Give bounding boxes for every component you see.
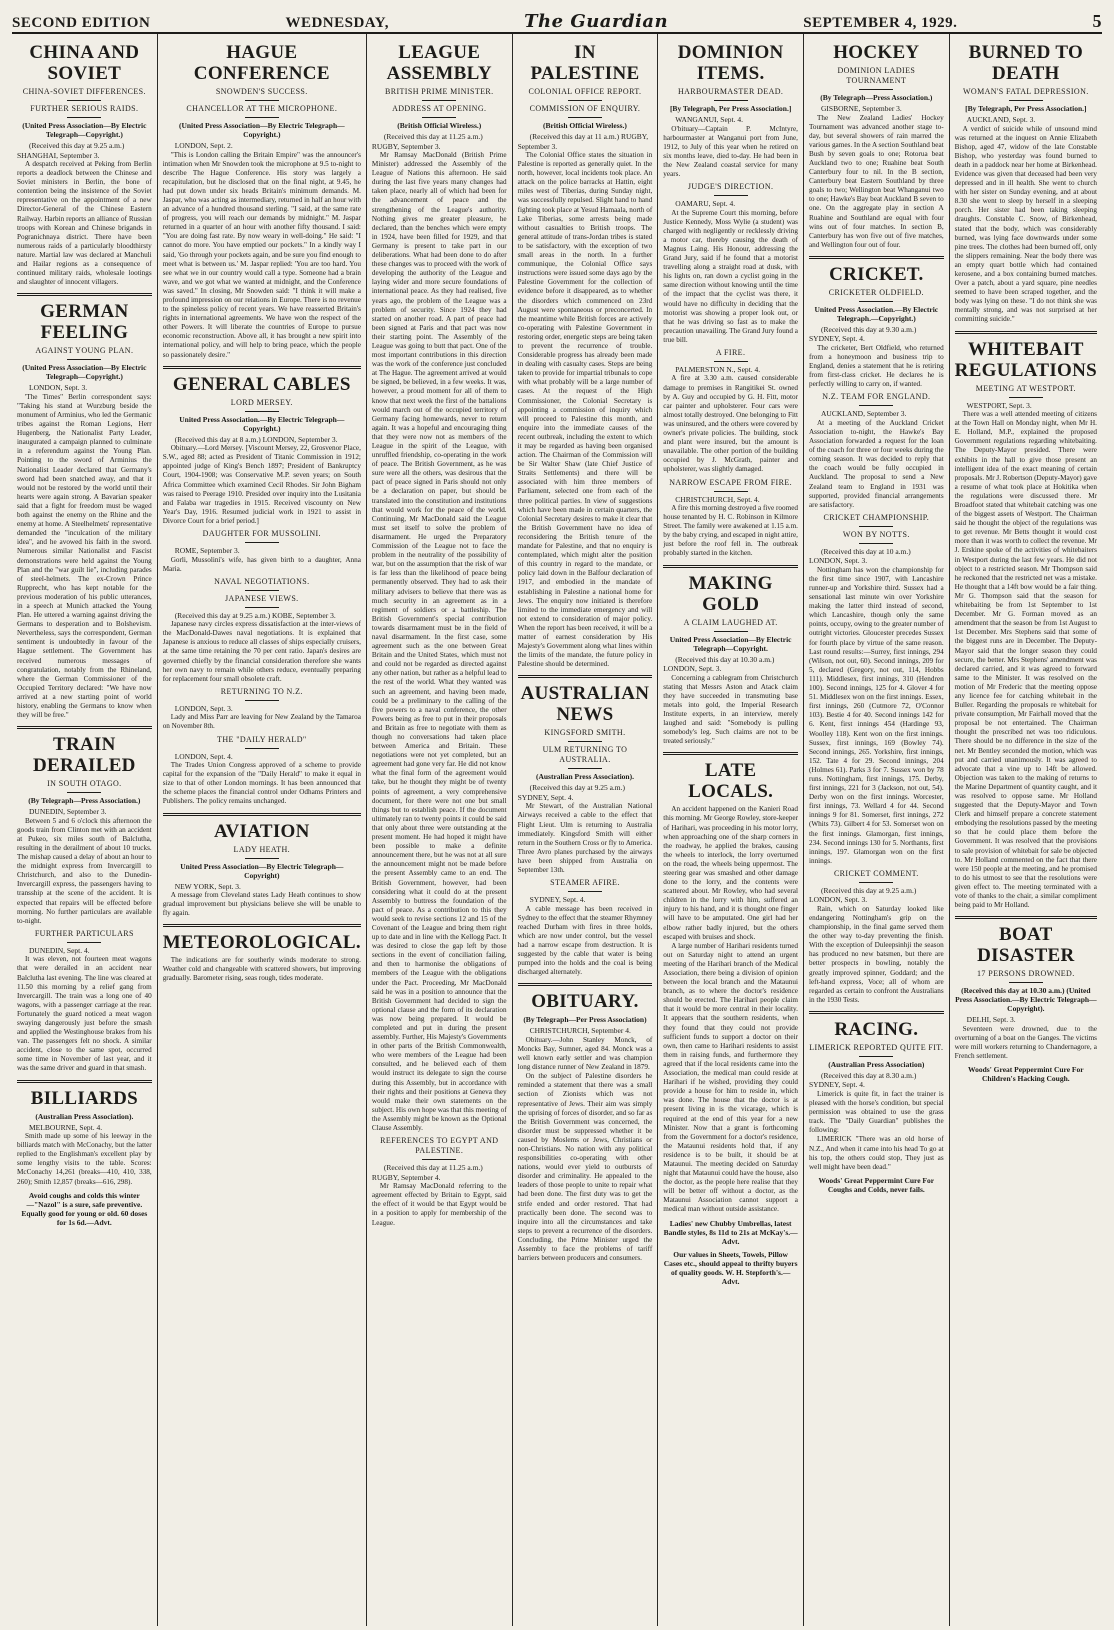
dateline: WANGANUI, Sept. 4. [675, 115, 743, 124]
article-body: On the subject of Palestine disorders he reminded a statement that there was a small section of Zionists which was not representative of Jews. Their aim was simply the uprising of forces of disorder, and so far as the British Government was concerned, the disorder must be suppressed whether it be caused by Moslems or Jews, Christians or non-Christians. No nation with any political responsibilities co-operating with other nations, would ever yield to outbursts of disorder and criminality. He appealed to the leaders of those people to unite to repair what had been done. The first duty was to get the strife ended and order restored. That had practically been done. The second was to inquire into all the circumstances and take steps to prevent a recurrence of the disorders. Concluding, the Prime Minister urged the Assembly to face the problems of tariff barriers between producers and consumers. [517, 1072, 653, 1263]
article-body: Mr Stewart, of the Australian National Airways received a cable to the effect that Flight Lieut. Ulm is returning to Australia immediately. Kingsford Smith will either return in the Southern Cross or fly to America. Three Avro planes purchased by the airways have been shipped from Australia on September 13th. [517, 802, 653, 874]
subhead: WON BY NOTTS. [809, 530, 944, 544]
article-body: The Colonial Office states the situation in Palestine is reported as generally quiet. In the north, however, local incidents took place. An attack on the police barracks at Hattin, eight miles west of Tiberias, during Sunday night, was successfully repulsed. Slight hand to hand fighting took place at Yesud Hamaala, north of Lake Tiberias, some arrests being made without casualties to British troops. The general attitude of trans-Jordan tribes is stated to be satisfactory, with the exception of two small areas in the north. In a further communique, the Colonial Office says instructions were issued some days ago by the Palestine Government for the collection of evidence before it disappeared, as to whether the disorders which commenced on 23rd August were spontaneous or preconcerted. In the meantime while British forces are actively co-operating with Palestine Government in restoring order, energetic steps are being taken to prevent the recurrence of trouble. Considerable progress has already been made in dealing with casualty cases. Steps are being taken to provide for impartial tribunals to cope with what probably will be a large number of cases. At the request of the High Commissioner, the Colonial Secretary is appointing a commission of inquiry which will proceed to Palestine this month, and enquire into the immediate causes of the recent outbreak, including the extent to which it may be regarded as having been organised action. The Chairman of the Commission will be Sir Walter Shaw (late Chief Justice of Straits Settlements) and there will be associated with him three members of Parliament, selected one from each of the three political parties. In view of suggestions which have been made in certain quarters, the Colonial Secretary desires to make it clear that the British Government have no idea of reconsidering the British tenure of the mandate for Palestine, and that no enquiry is contemplated, which might alter the position of this country in regard to the mandate, or policy laid down in the Balfour declaration of 1917, and embodied in the mandate of establishing in Palestine a national home for Jews. The enquiry now initiated is therefore limited to the immediate emergency and will not extend to consideration of major policy. When the report has been received, it will be a matter of earnest consideration by His Majesty's Government along what lines within the limits of the mandate, the future policy in Palestine should be determined. [517, 151, 653, 669]
headline: IN PALESTINE [530, 42, 640, 84]
credit-line: United Press Association—By Electric Telegraph—Copyright. [669, 634, 792, 653]
credit-line: (By Telegraph—Press Association.) [820, 93, 933, 102]
article-body: Nottingham has won the championship for the first time since 1907, with Lancashire runner-up and Yorkshire third. Sussex had a sensational last minute win over Yorkshire making the latter third instead of second, which Lancashire, though only the same points, occupy, owing to the greater number of outright victories. Gloucester precedes Sussex for fourth place by virtue of the same reason. Last round results:—Surrey, first innings, 294 (Wilson, not out, 60). Second innings, 209 for 5, declared (Gregory, not out, 114, Hobbs 111). Middlesex, first innings, 310 (Hendren 100). Second innings, 125 for 4. Glover 4 for 51. Middlesex won on the first innings. Essex, first innings, 260 (Cutmore 72, O'Connor 103). Bestie 4 for 40. Second innings 142 for 6. Kent, first innings 454 (Hardinge 93, Woolley 118). Kent won on the first innings. Sussex, first innings, 169 (Bowley 74). Second innings, 265. Yorkshire, first innings, 152. Tate 4 for 29. Second innings, 204 (Holmes 61). Parks 3 for 7. Sussex won by 78 runs. Nottingham, first innings, 175. Derby, first innings, 221 for 3 (Jackson, not out, 54). Derby won on the first innings. Worcester, first innings, 73. Wellard 4 for 44. Second innings 9 for 81. Somerset, first innings, 272 (Whits 73). Gilbert 4 for 53. Somerset won on the first innings. Glamorgan, first innings, 234. Second innings 130 for 5. Northants, first innings, 197. Glamorgan won on the first innings. [808, 565, 944, 865]
paper-title: The Guardian [524, 11, 669, 32]
subhead: LORD MERSEY. [163, 398, 361, 412]
article-body: Limerick is quite fit, in fact the trainer is pleased with the horse's condition, but special permission was obtained to use the grass track. The "Daily Guardian" publishes the following: [808, 1089, 944, 1135]
subhead: A CLAIM LAUGHED AT. [663, 618, 798, 632]
credit-line: (Australian Press Association) [828, 1059, 925, 1069]
headline: AUSTRALIAN NEWS [518, 675, 653, 725]
credit-line: (Australian Press Association). [535, 772, 634, 782]
dateline: LONDON, Sept. 2. [174, 141, 233, 150]
dateline: MELBOURNE, Sept. 4. [29, 1122, 103, 1132]
column-3 [367, 34, 513, 1626]
dateline: (Received this day at 10 a.m.) LONDON, Sept. 3. [808, 546, 911, 566]
subhead: NAVAL NEGOTIATIONS. [163, 577, 361, 591]
dateline: AUCKLAND, September 3. [820, 409, 907, 419]
article-body: Mr Ramsay MacDonald referring to the agreement effected by Britain to Egypt, said the effect of it would be that Egypt would be in a position to apply for membership of the League. [371, 1182, 507, 1227]
subhead: FURTHER PARTICULARS [17, 929, 152, 943]
subhead: LIMERICK REPORTED QUITE FIT. [809, 1043, 944, 1057]
headline: BOAT DISASTER [955, 916, 1097, 966]
article-body: Gorli, Mussolini's wife, has given birth to a daughter, Anna Maria. [162, 555, 361, 573]
article-body: The cricketer, Bert Oldfield, who returned from a honeymoon and business trip to England, denies a statement that he is retiring from first-class cricket. He declares he is perfectly willing to carry on, if wanted. [808, 343, 944, 389]
headline: DOMINION ITEMS. [677, 42, 784, 84]
column-5 [658, 34, 804, 1626]
column-7 [950, 34, 1102, 1626]
masthead [12, 6, 1102, 34]
dateline: SYDNEY, Sept. 4. [529, 895, 586, 905]
edition-label: SECOND EDITION [12, 15, 151, 31]
credit-line: (By Telegraph—Per Press Association) [523, 1015, 647, 1025]
credit-line: United Press Association.—By Electric Telegraph—Copyright.) [179, 414, 345, 433]
dateline: AUCKLAND, Sept. 3. [966, 115, 1036, 124]
subhead: 17 PERSONS DROWNED. [955, 969, 1097, 983]
subhead: A FIRE. [663, 348, 798, 362]
subhead: ADDRESS AT OPENING. [372, 104, 507, 118]
subhead: N.Z. TEAM FOR ENGLAND. [809, 392, 944, 406]
headline: HAGUE CONFERENCE [193, 42, 330, 84]
credit-line: United Press Association—By Electric Telegraph—Copyright) [180, 861, 344, 880]
headline: BURNED TO DEATH [968, 42, 1084, 84]
article-body: Smith made up some of his leeway in the billiards match with McConachy, but the latter replied to the Englishman's excellent play by some lengthy visits to the table. Scores: McConachy 14,261 (breaks—410, 410, 338, 260); Smith 12,857 (breaks—616, 298). [17, 1132, 152, 1186]
dateline: DUNEDIN, September 3. [29, 807, 107, 817]
subhead: AGAINST YOUNG PLAN. [17, 346, 152, 360]
article-body: Between 5 and 6 o'clock this afternoon the goods train from Clinton met with an accident at Pukeo, six miles south of Balclutha, resulting in the derailment of about 10 trucks. The mishap caused a delay of about an hour to the midnight express from Invercargill to Christchurch, and also to the Dunedin-Invercargill express, the passengers having to transship at the scene of the accident. It is expected that repairs will be effected before morning. No further particulars are available to-night. [17, 816, 152, 925]
columns [12, 34, 1102, 1626]
credit-line: (United Press Association—By Electric Telegraph—Copyright.) [22, 121, 147, 139]
credit-line: [By Telegraph, Per Press Association.] [669, 104, 792, 113]
dateline: NEW YORK, Sept. 3. [174, 881, 241, 891]
dateline: (Received this day at 9.25 a.m.) LONDON, Sept. 3. [808, 885, 917, 905]
headline: LATE LOCALS. [663, 752, 798, 802]
subhead: FURTHER SERIOUS RAIDS. [17, 104, 152, 118]
article-body: Japanese navy circles express dissatisfaction at the inter-views of the MacDonald-Dawes naval negotiations. It is explained that Japanese is anxious to reduce all classes of ships especially cruisers, at the same time retaining the 70 per cent ratio. Japan's desires are governed chiefly by the financial consideration therefore she wants her own navy to remain while others reduce, eventually preparing for replacement four small obsolete craft. [162, 620, 361, 683]
subhead: LADY HEATH. [163, 845, 361, 859]
credit-line: [By Telegraph, Per Press Association.] [965, 104, 1087, 113]
dateline: ROME, September 3. [174, 546, 240, 555]
article-body: LIMERICK "There was an old horse of N.Z., And when it came into his head To go at his top, the others could stop, They just as well might have been dead." [808, 1135, 944, 1171]
dateline: (Received this day at 9.25 a.m.) SHANGHAI, September 3. [17, 141, 125, 160]
weekday-label: WEDNESDAY, [285, 15, 389, 31]
dateline: (Received this day at 9.30 a.m.) SYDNEY, Sept. 4. [808, 324, 917, 344]
article-body: Lady and Miss Parr are leaving for New Zealand by the Tamaroa on November 8th. [162, 713, 361, 731]
credit-line: United Press Association.—By Electric Telegraph.—Copyright.) [814, 304, 939, 323]
dateline: LONDON, Sept. 4. [174, 751, 233, 761]
headline: BILLIARDS [17, 1080, 152, 1109]
dateline: (Received this day at 9.25 a.m.) KOBE, September 3. [174, 610, 336, 620]
column-1 [12, 34, 158, 1626]
article-body: An accident happened on the Kanieri Road this morning. Mr George Rowley, store-keeper of Harihari, was proceeding in his motor lorry, when approaching one of the sharp corners in the roadway, he applied the brakes, causing the wheels to interlock, the lorry overturned on the road, the wheels being uppermost. The steering gear was smashed and other damage done to the lorry, and the contents were scattered about. Mr Rowley, who had several children in the lorry with him, suffered an injury to his hand, and it is thought one finger will have to be amputated. One girl had her elbow rather badly injured, but the others escaped with bruises and shock. [663, 805, 798, 941]
subhead: HARBOURMASTER DEAD. [663, 87, 798, 101]
dateline: PALMERSTON N., Sept. 4. [675, 364, 761, 374]
article-body: A despatch received at Peking from Berlin reports a deadlock between the Chinese and Soviet ministers in Berlin, the bone of contention being the insistence of the Soviet representative on the appointment of a new Director-General of the Chinese Eastern Railway. Harbin reports an alliance of Russian troops with Korean and Chinese brigands in Pogranichnaya district. There have been numerous raids of a particularly bloodthirsty nature. Martial law was declared at Manchuli and Hailar regions as a consequence of continued military raids, wholesale lootings and slaughter of innocent villagers. [17, 160, 152, 287]
dateline: LONDON, Sept. 3. [29, 383, 88, 393]
credit-line: (United Press Association—By Electric Telegraph—Copyright.) [22, 363, 147, 382]
article-body: 'The Times'' Berlin correspondent says: "Taking his stand at Wurzburg beside the monument of Arminius, who led the Germanic tribes against the Roman Legions, Herr Hugenberg, the Nationalist Party Leader, inaugurated a campaign planned to culminate in a referendum against the Young Plan. Pointing to the sword of Arminius the Nationalist Leader declared that Germany's sword had been snatched away, and that it would not be restored by the world until their hearts were again strong. A Bavarian speaker said that a fight for freedom must be waged both against the enemy on the Rhine and the enemy at home. A Steelhelmets' representative demanded the "inculcation of the military idea", and he avowed his faith in the sword. Numerous similar Nationalist and Fascist demonstrations were held against the Young Plan and the "war guilt lie", including parades of steel-helmets. The ex-Crown Prince Rupprecht, who has kept notable for the previous moderation of his public utterances, in a speech at Munich attacked the Young Plan. He uttered a warning against driving the Germans to desperation and to Bolshevism. Nevertheless, says the correspondent, German sentiment is undoubtedly in favour of the Hague settlement. The Government has received numerous messages of congratulation, notably from the Rhineland, where the German Commissioner of the Occupied Territory declared: "We have now arrived at a new starting point of world history, enabling the Germans to know when they will be free." [17, 392, 152, 720]
headline: LEAGUE ASSEMBLY [386, 42, 492, 84]
dateline: (Received this day at 10.30 a.m.) LONDON, Sept. 3. [663, 654, 775, 674]
headline: HOCKEY [833, 42, 920, 63]
article-body: Seventeen were drowned, due to the overturning of a boat on the Ganges. The victims were mill workers returning to Chandernagore, a French settlement. [954, 1024, 1097, 1060]
subhead: IN SOUTH OTAGO. [17, 779, 152, 793]
subhead: REFERENCES TO EGYPT AND PALESTINE. [372, 1136, 507, 1160]
dateline: DUNEDIN, Sept. 4. [29, 945, 90, 955]
credit-line: (By Telegraph—Press Association.) [28, 796, 141, 806]
advertisement: Woods' Great Peppermint Cure For Coughs and Colds, never fails. [818, 1175, 935, 1194]
dateline: (Received this day at 11 a.m.) RUGBY, September 3. [517, 132, 649, 151]
headline: OBITUARY. [518, 983, 653, 1012]
credit-line: (Received this day at 10.30 a.m.) (United Press Association.—By Electric Telegraph—Copyright). [955, 986, 1097, 1014]
subhead: KINGSFORD SMITH. [518, 728, 653, 742]
subhead: STEAMER AFIRE. [518, 878, 653, 892]
article-body: At the Supreme Court this morning, before Justice Kennedy, Moss Wylie (a student) was charged with negligently or recklessly driving a motor car, thereby causing the death of Magnus Laing. His Honour, addressing the Grand Jury, said if he found that a motorist travelling along a straight road at dusk, with his lights on, ran down a cyclist going in the same direction without knowing until the time of the impact that the cyclist was there, it would have no difficulty in deciding that the motorist was showing a proper look out, or that he was driving so fast as to make the precaution unavailing. The Grand Jury found a true bill. [663, 208, 798, 344]
subhead: THE "DAILY HERALD" [163, 735, 361, 749]
article-body: Obituary.—Lord Mersey. [Viscount Mersey, 22, Grosvenor Place, S.W., aged 88; acted as President of Titanic Commission in 1912; appointed judge of King's Bench 1897; President of Bankruptcy Court, 1904-1908; was Conservative M.P. seven years; on South Africa Committee which examined Cecil Rhodes. Sir John Bigham was raised to Peerage 1910. Presided over inquiry into the Lusitania and Falaba war tragedies in 1915. Received viscounty on New Year's Day, 1916. Resumed judicial work in 1921 to assist in Divorce Court for a brief period.] [162, 444, 361, 525]
subhead: DAUGHTER FOR MUSSOLINI. [163, 529, 361, 543]
headline: RACING. [809, 1011, 944, 1040]
advertisement: Our values in Sheets, Towels, Pillow Cases etc., should appeal to thrifty buyers of quality goods. W. H. Stepforth's.—Advt. [663, 1249, 798, 1286]
article-body: There was a well attended meeting of citizens at the Town Hall on Monday night, when Mr H. E. Holland, M.P., explained the proposed Government regulations regarding whitebaiting. The Deputy-Mayor presided. There were exhibits in the hall to give those present an intelligent idea of the exact meaning of certain proposals. Mr J. Robertson (Deputy-Mayor) gave a resume of what took place at Hokitika when the regulations were discussed there. Mr Broadfoot stated that whitebait catching was one of the biggest assets of Westport. The Chairman said he thought the object of the regulations was to get revenue. Mr Betts thought it would cost more than it was worth to collect the revenue. Mr J. Erskine spoke of the activities of whitebaiters in Westport during the last few years. He did not object to a restricted season. Mr Thompson said he reckoned that the restricted net was a mistake. He thought that a 14ft bow would be a fair thing. Mr G. Thompson said that the season for whitebaiting be from 1st September to 1st December. Mr G. Forman moved as an amendment that the season be from 1st August to 1st December. Mrs Stephens said that some of the biggest runs are in December. The Deputy-Mayor said that the longer season they could secure, the better. Mrs Stephens' amendment was declared carried, and it was agreed to forward same to the Minister. It was resolved on the motion of Mr Frederic that the meeting oppose any licence fee for catching whitebait in the Buller. Regarding the proposals re whitebait for private consumption, Mr Fairhall moved that the proposal be not entertained. The Chairman thought the prescribed net was too ridiculous. There should be no difference in the size of the net. Mr Bentley seconded the motion, which was put and carried unanimously. It was agreed to advocate that a vine up to 14ft be allowed. Objection was taken to the making of returns to the Marine Department of quantity caught, and it was resolved to oppose same. Mr Holland suggested that the Deputy-Mayor and Town Clerk and himself prepare a concrete statement embodying the resolutions passed by the meeting so that he could place them before the Government. It was resolved that the provisions to sale provision of whitebait for sale be objected to. Mr Holland commented on the fact that there were 150 people at the meeting, and he promised to do his utmost to see that the resolutions were given effect to. The meeting terminated with a vote of thanks to the chair, a similar compliment being paid to Mr Holland. [954, 410, 1097, 910]
subhead: DOMINION LADIES TOURNAMENT [809, 66, 944, 90]
article-body: At a meeting of the Auckland Cricket Association to-night, the Hawke's Bay Association forwarded a request for the loan of the coach for three or four weeks during the coming season. It was decided to reply that the coach would be fully occupied in Auckland. The proposal to send a New Zealand team to England in 1931 was supported, provided financial arrangements are satisfactory. [808, 418, 944, 509]
subhead: CHINA-SOVIET DIFFERENCES. [17, 87, 152, 101]
subhead: COMMISSION OF ENQUIRY. [518, 104, 653, 118]
headline: METEOROLOGICAL. [163, 924, 361, 953]
subhead: COLONIAL OFFICE REPORT. [518, 87, 653, 101]
subhead: BRITISH PRIME MINISTER. [372, 87, 507, 101]
article-body: A message from Cleveland states Lady Heath continues to show gradual improvement but physicians believe she will be unable to fly again. [162, 891, 361, 918]
article-body: A verdict of suicide while of unsound mind was returned at the inquest on Annie Elizabeth Bishop, aged 47, widow of the late Constable Bishop, who yesterday was found burned to death in a paddock near her home at Birkenhead. Evidence was given that deceased had been very depressed and in ill health. She went to church with her sister on Sunday evening, and at about 8.30 she went to sleep by herself in a sleeping porch. Her sister had been taking sleeping draughts. Constable C. Snow, of Birkenhead, stated that the body, which was considerably burned, was lying face downwards under some pine trees. The clothes had been burned off, only the slippers remaining. Near the body there was an empty quart bottle which had contained kerosene, and a box containing burned matches. Over a patch, about a yard square, pine needles seemed to have been scraped together, and the body was lying on these. "I do not think she was mentally strong, and was not surprised at her committing suicide." [954, 124, 1097, 324]
dateline: CHRISTCHURCH, Sept. 4. [675, 494, 760, 504]
subhead: RETURNING TO N.Z. [163, 687, 361, 701]
credit-line: (British Official Wireless.) [397, 121, 482, 130]
article-body: A cable message has been received in Sydney to the effect that the steamer Rhymney reached Durham with fires in three holds, which are now under control, but the vessel had a narrow escape from destruction. It is suggested by the cable that water is being pumped into the holds and the coal is being discharged alternately. [517, 904, 653, 977]
credit-line: (United Press Association—By Electric Telegraph—Copyright.) [178, 121, 345, 139]
advertisement: Ladies' new Chubby Umbrellas, latest Bandle styles, 8s 11d to 21s at McKay's.—Advt. [663, 1218, 798, 1246]
article-body: A large number of Harihari residents turned out on Saturday night to attend an urgent meeting of the Harihari branch of the Medical Association, there being a division of opinion between the local branch and the Mataunui branch, as to where the doctor's residence should be erected. The Harihari people claim that it would be more central in their locality. It appears that the southern residents, when they found that they could not provide sufficient funds to support a doctor on their own, then came to Harihari residents to assist them in raising funds, and furthermore they agreed that if the local residents came into the Association, the medical man could reside at Harihari if he wished, providing they could provide a house for him to reside in, which was done. The house that the doctor is at present living in is the vicarage, which is required at the end of this year for a new Minister. Now that a grant is forthcoming from the Government for a doctor's residence, the Mataunui residents hold that, if any residence is to be built, it should be at Mataunui. The meeting decided on Saturday night that Mataunui could have the house, also the doctor, as the people here realise that they will be better off without a doctor, as the Mataunui Association cannot support a medical man without outside assistance. [663, 941, 798, 1214]
headline: GENERAL CABLES [163, 366, 361, 395]
subhead: CRICKET CHAMPIONSHIP. [809, 513, 944, 527]
credit-line: (British Official Wireless.) [542, 121, 627, 130]
headline: CRICKET. [809, 256, 944, 285]
credit-line: (Australian Press Association). [35, 1111, 134, 1121]
dateline: (Received this day at 9.25 a.m.) SYDNEY, Sept. 4. [517, 783, 625, 802]
article-body: A fire at 3.30 a.m. caused considerable damage to premises in Rangitikei St. owned by A. Guy and occupied by G. H. Fitt, motor car painter and upholsterer. Four cars were almost totally destroyed. One belonging to Fitt was uninsured, and the others were covered by owner's private policies. The building, stock and plant were insured, but the amount is unavailable. The other portion of the building occupied by J. McGrath, painter and upholsterer, was slightly damaged. [663, 374, 798, 474]
article-body: It was eleven, not fourteen meat wagons that were derailed in an accident near Balclutha last evening. The line was cleared at 11.50 this morning by a relief gang from Invercargill. The train was a long one of 40 wagons, with a passenger carriage at the rear. Fortunately the guard noticed a meat wagon swaying dangerously just before the smash and applied the Westinghouse brakes from his van. The passengers felt no shock. A similar accident, close to the same spot, occurred some time in November of last year, and it was the same driver and guard in that smash. [17, 955, 152, 1073]
subhead: CHANCELLOR AT THE MICROPHONE. [163, 104, 361, 118]
article-body: Obituary.—John Stanley Monck, of Moncks Bay, Sumner, aged 84. Monck was a well known early settler and was champion long distance runner of New Zealand in 1879. [517, 1035, 653, 1072]
article-body: Mr Ramsay MacDonald (British Prime Minister) addressed the Assembly of the League of Nations this afternoon. He said during the last five years many changes had taken place, nearly all of which had been for the advancement of peace and the strengthening of the League's authority. Nothing gives me greater pleasure, he declared, than the benches which were empty in 1924, have been filled for 1929, and that Germany is present to take part in our deliberations. What had been done to do after these changes was to proceed with the work of developing the authority of the League and laying wider and more secure foundations of international peace. As they had realised, five years ago, the problem of the League was a problem of security. Since 1924 they had started on another road. A part of peace had been signed at Paris and that pact was now their starting point. The Assembly of the League was going to butt that pact. One of the most important contributions in this direction was the work of the conference just concluded at The Hague. The agreement arrived at would be signed, be believed, in a few weeks. It was, however, a proud moment for all of them to know that next week the first of the battalions would march out of the occupied territory of Germany facing homewards, never to return again. It was a hopeful and encouraging thing that they were now not as members of the League in the spirit of the League, with unruffled friendship, co-operating in the work of peace. The British Government, as he was sure were all the others, was desirous that the pact of peace signed in Paris should not only be a declaration on paper, but should be translated into the constitution and institutions that would work for the peace of the world. Continuing, Mr MacDonald said the League must set itself to solve the problem of disarmament. He urged the Preparatory Commission of the League not to face the problem in the neutrality of the possibility of war, but on the assumption that the risk of war is far less than the likelihood of peace being permanently observed. They had to ask their military advisers to believe that there was as much security in an agreement as in a regiment of soldiers or a battleship. The British Government's special contribution towards disarmament must be in the field of naval disarmament. In the first case, some agreement such as the one between Great Britain and the United States, which must not and could not be regarded as directed against any other nation, but rather as a helpful lead to the rest of the world. What they wanted was such an agreement, and having been made, could be a preliminary to the calling of the five powers to a naval conference, the other Powers being as free to put in their proposals and Britain as free to negotiate with them as though no conversations had taken place between America and Britain. These negotiations were not yet completed, but an agreement had gone very far. He did not know what the final form of the agreement would take, but he thought they might be of twenty points of agreement, a very comprehensive document, for there were not one but small things but to establish peace. If the document ultimately ran to twenty points it could be said that only about three were outstanding at the present moment. He had hoped it might have been possible to make a definite announcement there, but he was not at all sure the announcement might not be made before the present Assembly came to an end. The British Government, however, had been considering what it could do at the present Assembly to buttress the foundation of the pact of peace. As a contribution to this they would seek to revise sections 12 and 15 of the Covenant of the League and bring them right up to date and in line with the Kellogg Pact. It was desired to close the gap left by those sections in the event of conciliation failing, and then to harmonise the obligations of members of the League with the obligations under the Pact. Proceeding, Mr MacDonald said he was in a position to announce that the British Government had decided to sign the optional clause and the form of its declaration was now being prepared. It would be completed and put in during the present assembly. Further, His Majesty's Governments in other parts of the British Commonwealth, who were members of the League had been consulted, and he believed each of them would instruct its delegate to sign the course during this Assembly, but in accordance with their rights and their positions at Geneva they would make their own statements on the subject. His own hope was that this meeting of the Assembly might be known as the Optional Clause Assembly. [371, 151, 507, 1133]
dateline: WESTPORT, Sept. 3. [966, 400, 1032, 410]
dateline: (Received this day at 11.25 a.m.) RUGBY, September 3. [371, 132, 483, 151]
advertisement: Avoid coughs and colds this winter—"Nazol" is a sure, safe preventive. Equally good for young or old. 60 doses for 1s 6d.—Advt. [21, 1190, 148, 1227]
article-body: The New Zealand Ladies' Hockey Tournament was advanced another stage to-day, but several showers of rain marred the various games. In the A section Southland beat Bush by seven goals to one; Rotorua beat Auckland two to one; Ruahine beat South Canterbury four to nil. In the B section, Canterbury beat Eastern Southland by three goals to two; Wellington beat Whanganui two to one; Hawke's Bay beat Auckland B seven to one. On the aggregate play in section A Ruahine and Southland are equal with four wins out of four matches. In section B, Canterbury has won five out of five matches, and Wellington four out of four. [808, 113, 944, 249]
subhead: NARROW ESCAPE FROM FIRE. [663, 478, 798, 492]
column-4 [513, 34, 659, 1626]
headline: WHITEBAIT REGULATIONS [955, 331, 1097, 381]
article-body: "This is London calling the Britain Empire" was the announcer's intimation when Mr Snowden took the microphone at 9.5 to-night to describe The Hague Conference. His story was largely a recapitulation, but he disclosed that on the final night, at 9.45, he had put down under six heads Britain's minimum demands. M. Jaspar, who was acting as intermediary, returned in half an hour with an advance of a hundred thousand sterling. "I said, at the same rate of progress, you will reach our demands by midnight." M. Jaspar returned in a quarter of an hour with another fifty thousand. I said: "You are doing fast rate. By now weary in well-doing." He said: "I cannot do more. You have emptied our pockets." In a kindly way I said, 'Go through your pockets again, and be sure you find enough to meet what is between us.' M. Jaspar replied: 'You are too hard. You see what we in our country would call a type. Someone had a brain wave, and we got what we wanted at midnight, and the Conference was saved." In closing, Mr Snowden said: "I think it will make a profound impression on our relations in Europe. There is no revenue to the spineless policy of recent years. We have reasserted Britain's rights in international agreements. We have won the respect of the other Powers. It will liberate the countries of Europe to pursue economic reconstruction. Above all, it has brought a new spirit into international policy, and will help to bring peace, which the people so passionately desire." [162, 150, 361, 359]
headline: AVIATION [163, 813, 361, 842]
date-label: SEPTEMBER 4, 1929. [803, 15, 958, 31]
subhead: WOMAN'S FATAL DEPRESSION. [955, 87, 1097, 101]
article-body: Rain, which on Saturday looked like endangering Nottingham's grip on the championship, in the final game served them the other way to-day preventing the finish. With the exception of Duleepsinhji the season has produced no new batsmen, but there are better prospects in bowling, notably the greatly improved spinner, Goddard; and the left-hand express, Voce; all of whom are regarded as certain to confront the Australians in the 1930 Tests. [808, 904, 944, 1004]
subhead: CRICKETER OLDFIELD. [809, 288, 944, 302]
dateline: (Received this day at 8 a.m.) LONDON, September 3. [174, 434, 338, 444]
article-body: Concerning a cablegram from Christchurch stating that Messrs Aston and Atack claim they have succeeded in transmuting base metals into gold, the Imperial Research Institute experts, in an interview, merely laughed and said: "Somebody is pulling somebody's leg. Such claims are not to be treated seriously." [663, 673, 798, 746]
article-body: The indications are for southerly winds moderate to strong. Weather cold and changeable with scattered showers, but improving gradually. Barometer rising, seas rough, tides moderate. [162, 956, 361, 983]
advertisement: Woods' Great Peppermint Cure For Children's Hacking Cough. [968, 1065, 1084, 1084]
article-body: O'bituary—Captain P. McIntyre, harbourmaster at Wanganui port from June, 1912, to July of this year when he retired on six months leave, died to-day. He had been in the New Zealand coastal service for many years. [663, 124, 798, 178]
dateline: OAMARU, Sept. 4. [675, 199, 736, 209]
article-body: A fire this morning destroyed a five roomed house tenanted by H. C. Robinson in Kilmore Street. The family were awakened at 1.15 a.m. by the baby crying, and escaped in night attire, just before the roof fell in. The outbreak probably started in the kitchen. [663, 504, 798, 558]
subhead: CRICKET COMMENT. [809, 869, 944, 883]
headline: GERMAN FEELING [17, 293, 152, 343]
dateline: (Received this day at 11.25 a.m.) RUGBY, September 4. [371, 1163, 483, 1182]
article-body: The Trades Union Congress approved of a scheme to provide capital for the expansion of the "Daily Herald" to make it equal in size to that of other London mornings. It has been announced that the scheme places the financial control under Odhams Printers and Publishers. The policy remains unchanged. [162, 761, 361, 806]
dateline: DELHI, Sept. 3. [966, 1015, 1016, 1025]
headline: CHINA AND SOVIET [29, 42, 140, 84]
subhead: SNOWDEN'S SUCCESS. [163, 87, 361, 101]
dateline: LONDON, Sept. 3. [174, 703, 233, 713]
subhead: ULM RETURNING TO AUSTRALIA. [518, 745, 653, 769]
subhead: JUDGE'S DIRECTION. [663, 182, 798, 196]
dateline: CHRISTCHURCH, September 4. [529, 1026, 631, 1036]
column-6 [804, 34, 950, 1626]
subhead: JAPANESE VIEWS. [163, 594, 361, 608]
column-2 [158, 34, 367, 1626]
page-number: 5 [1092, 11, 1102, 31]
dateline: GISBORNE, September 3. [820, 104, 902, 113]
headline: TRAIN DERAILED [17, 726, 152, 776]
subhead: MEETING AT WESTPORT. [955, 384, 1097, 398]
headline: MAKING GOLD [663, 565, 798, 615]
dateline: (Received this day at 8.30 a.m.) SYDNEY, Sept. 4. [808, 1070, 917, 1090]
